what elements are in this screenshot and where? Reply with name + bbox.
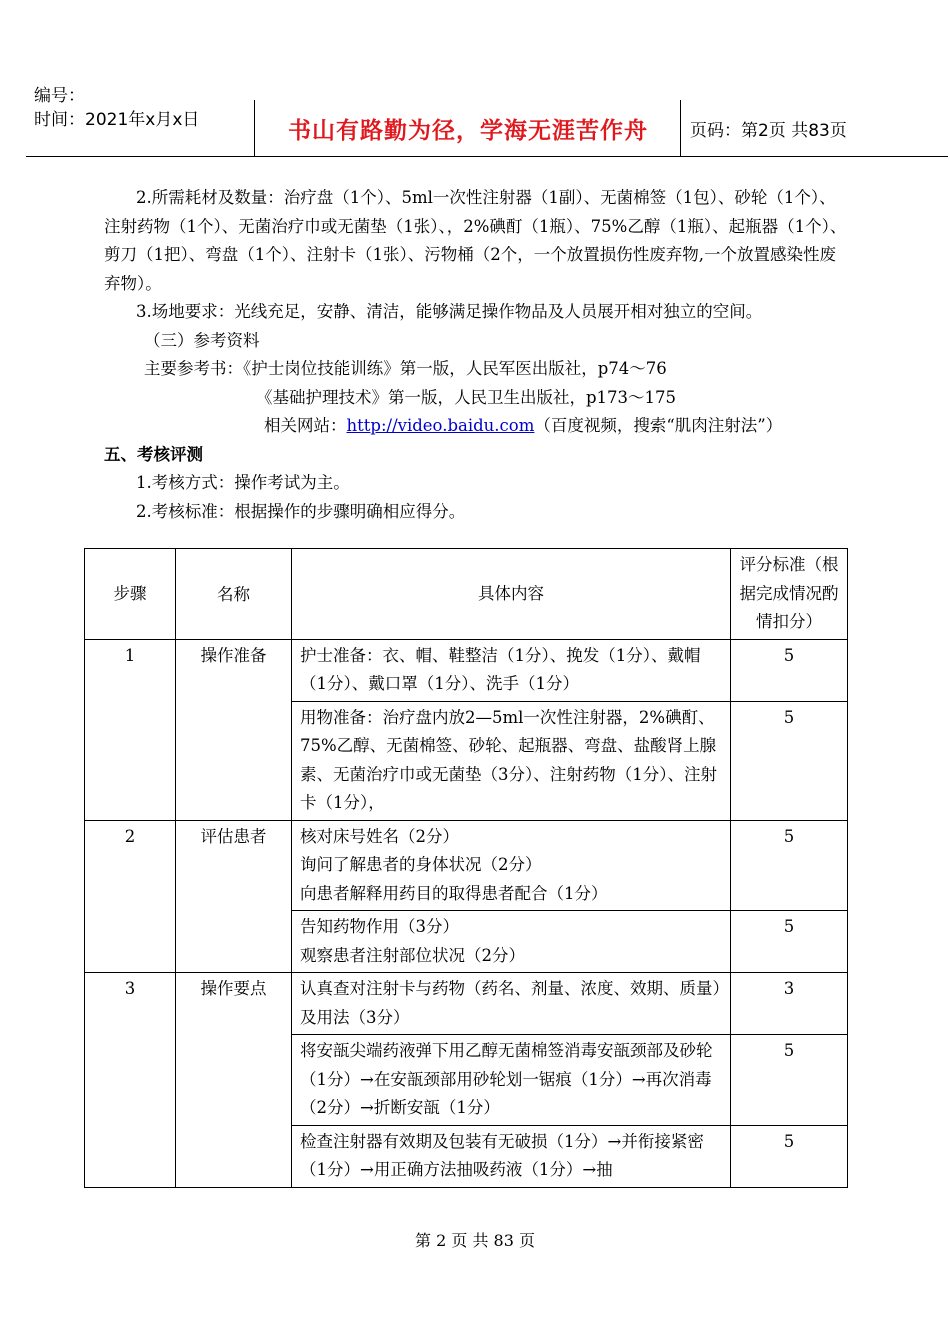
header-name: 名称 [176,549,292,640]
references-heading: （三）参考资料 [144,330,260,350]
table-row [85,820,848,911]
venue-paragraph: 3.场地要求：光线充足，安静、清洁，能够满足操作物品及人员展开相对独立的空间。 [136,302,763,321]
step-score: 5 [731,911,848,973]
step-name: 操作准备 [176,639,292,820]
reference-book-1: 主要参考书：《护士岗位技能训练》第一版，人民军医出版社，p74～76 [144,359,667,378]
header-meta [34,84,260,156]
table-row [85,973,848,1035]
website-link[interactable]: http://video.baidu.com [346,416,535,435]
document-time-label: 时间：2021年x月x日 [34,110,200,130]
step-number: 2 [85,820,176,973]
step-content: 认真查对注射卡与药物（药名、剂量、浓度、效期、质量）及用法（3分） [292,973,731,1035]
page-header [26,84,948,157]
step-score: 3 [731,973,848,1035]
website-note: （百度视频，搜索“肌肉注射法”） [534,416,783,435]
step-content: 将安瓿尖端药液弹下用乙醇无菌棉签消毒安瓿颈部及砂轮（1分）→在安瓿颈部用砂轮划一锯痕（1分）→再次消毒（2分）→折断安瓿（1分） [292,1035,731,1126]
step-score: 5 [731,701,848,820]
header-divider [680,100,681,156]
header-motto: 书山有路勤为径，学海无涯苦作舟 [288,117,648,144]
step-content: 检查注射器有效期及包装有无破损（1分）→并衔接紧密（1分）→用正确方法抽吸药液（1分）→抽 [292,1125,731,1187]
reference-book-2: 《基础护理技术》第一版，人民卫生出版社，p173～175 [256,387,677,407]
step-score: 5 [731,820,848,911]
section-heading-assessment: 五、考核评测 [104,444,203,464]
header-score: 评分标准（根据完成情况酌情扣分） [731,549,848,640]
table-header-row [85,549,848,640]
assessment-standard: 2.考核标准：根据操作的步骤明确相应得分。 [136,501,466,521]
step-score: 5 [731,1125,848,1187]
assessment-method: 1.考核方式：操作考试为主。 [136,473,350,492]
step-content: 核对床号姓名（2分） 询问了解患者的身体状况（2分） 向患者解释用药目的取得患者配合（1分） [292,820,731,911]
document-number-label: 编号： [34,86,85,106]
header-page-label: 页码：第2页 共83页 [690,120,847,141]
step-content: 用物准备：治疗盘内放2—5ml一次性注射器，2%碘酊、75%乙醇、无菌棉签、砂轮、起瓶器、弯盘、盐酸肾上腺素、无菌治疗巾或无菌垫（3分）、注射药物（1分）、注射卡（1分）， [292,701,731,820]
step-content: 告知药物作用（3分） 观察患者注射部位状况（2分） [292,911,731,973]
step-number: 3 [85,973,176,1188]
step-content: 护士准备：衣、帽、鞋整洁（1分）、挽发（1分）、戴帽（1分）、戴口罩（1分）、洗手（1分） [292,639,731,701]
step-name: 评估患者 [176,820,292,973]
reference-website [104,412,850,441]
body-text [104,184,850,526]
website-label: 相关网站： [264,416,347,435]
step-name: 操作要点 [176,973,292,1188]
step-score: 5 [731,639,848,701]
page-footer: 第 2 页 共 83 页 [415,1231,535,1250]
materials-paragraph: 2.所需耗材及数量：治疗盘（1个）、5ml一次性注射器（1副）、无菌棉签（1包）、砂轮（1个）、注射药物（1个）、无菌治疗巾或无菌垫（1张）、，2%碘酊（1瓶）、75%乙醇（1瓶）、起瓶器（1个）、剪刀（1把）、弯盘（1个）、注射卡（1张）、污物桶（2个，一个放置损伤性废弃物,一个放置感染性废弃物）。 [104,188,847,293]
scoring-table [84,548,848,1188]
step-score: 5 [731,1035,848,1126]
step-number: 1 [85,639,176,820]
header-content: 具体内容 [292,549,731,640]
table-row [85,639,848,701]
header-divider [254,100,255,156]
header-step: 步骤 [85,549,176,640]
